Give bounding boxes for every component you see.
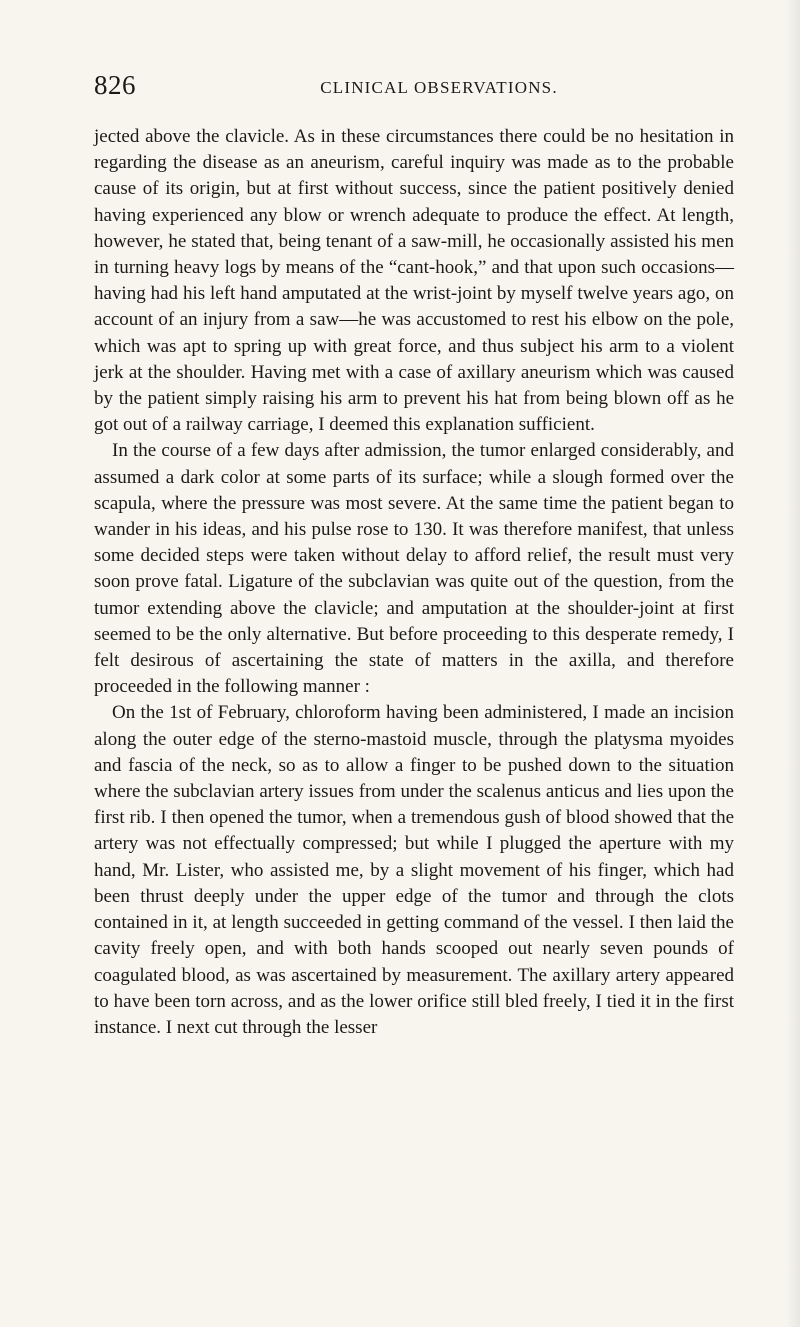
- page-edge-shadow: [786, 0, 800, 1327]
- paragraph: jected above the clavicle. As in these circumstances there could be no hesitation in regarding the disease as an aneurism, careful inquiry was made as to the probable cause of its origin, but at first without success, since the patient positively denied having experienced any blow or wrench adequate to produce the effect. At length, however, he stated that, being tenant of a saw-mill, he occasionally assisted his men in turning heavy logs by means of the “cant-hook,” and that upon such occasions—having had his left hand amputated at the wrist-joint by myself twelve years ago, on account of an injury from a saw—he was accustomed to rest his elbow on the pole, which was apt to spring up with great force, and thus subject his arm to a violent jerk at the shoulder. Having met with a case of axillary aneurism which was caused by the patient simply raising his arm to prevent his hat from being blown off as he got out of a railway carriage, I deemed this explanation sufficient.: [94, 126, 734, 436]
- paragraph: On the 1st of February, chloroform having been administered, I made an incision along the outer edge of the sterno-mastoid muscle, through the platysma myoides and fascia of the neck, so as to allow a finger to be pushed down to the situation where the subclavian artery issues from under the scalenus anticus and lies upon the first rib. I then opened the tumor, when a tremendous gush of blood showed that the artery was not effectually compressed; but while I plugged the aperture with my hand, Mr. Lister, who assisted me, by a slight movement of his finger, which had been thrust deeply under the upper edge of the tumor and through the clots contained in it, at length succeeded in getting command of the vessel. I then laid the cavity freely open, and with both hands scooped out nearly seven pounds of coagulated blood, as was ascertained by measurement. The axillary artery appeared to have been torn across, and as the lower orifice still bled freely, I tied it in the first instance. I next cut through the lesser: [94, 702, 734, 1038]
- running-head: CLINICAL OBSERVATIONS.: [320, 78, 558, 97]
- body-text: [94, 124, 734, 1041]
- page-header: [94, 70, 734, 110]
- paragraph: In the course of a few days after admission, the tumor enlarged considerably, and assumed a dark color at some parts of its surface; while a slough formed over the scapula, where the pressure was most severe. At the same time the patient began to wander in his ideas, and his pulse rose to 130. It was therefore manifest, that unless some decided steps were taken without delay to afford relief, the result must very soon prove fatal. Ligature of the subclavian was quite out of the question, from the tumor extending above the clavicle; and amputation at the shoulder-joint at first seemed to be the only alternative. But before proceeding to this desperate remedy, I felt desirous of ascertaining the state of matters in the axilla, and therefore proceeded in the following manner :: [94, 440, 734, 698]
- page-number: 826: [94, 70, 136, 100]
